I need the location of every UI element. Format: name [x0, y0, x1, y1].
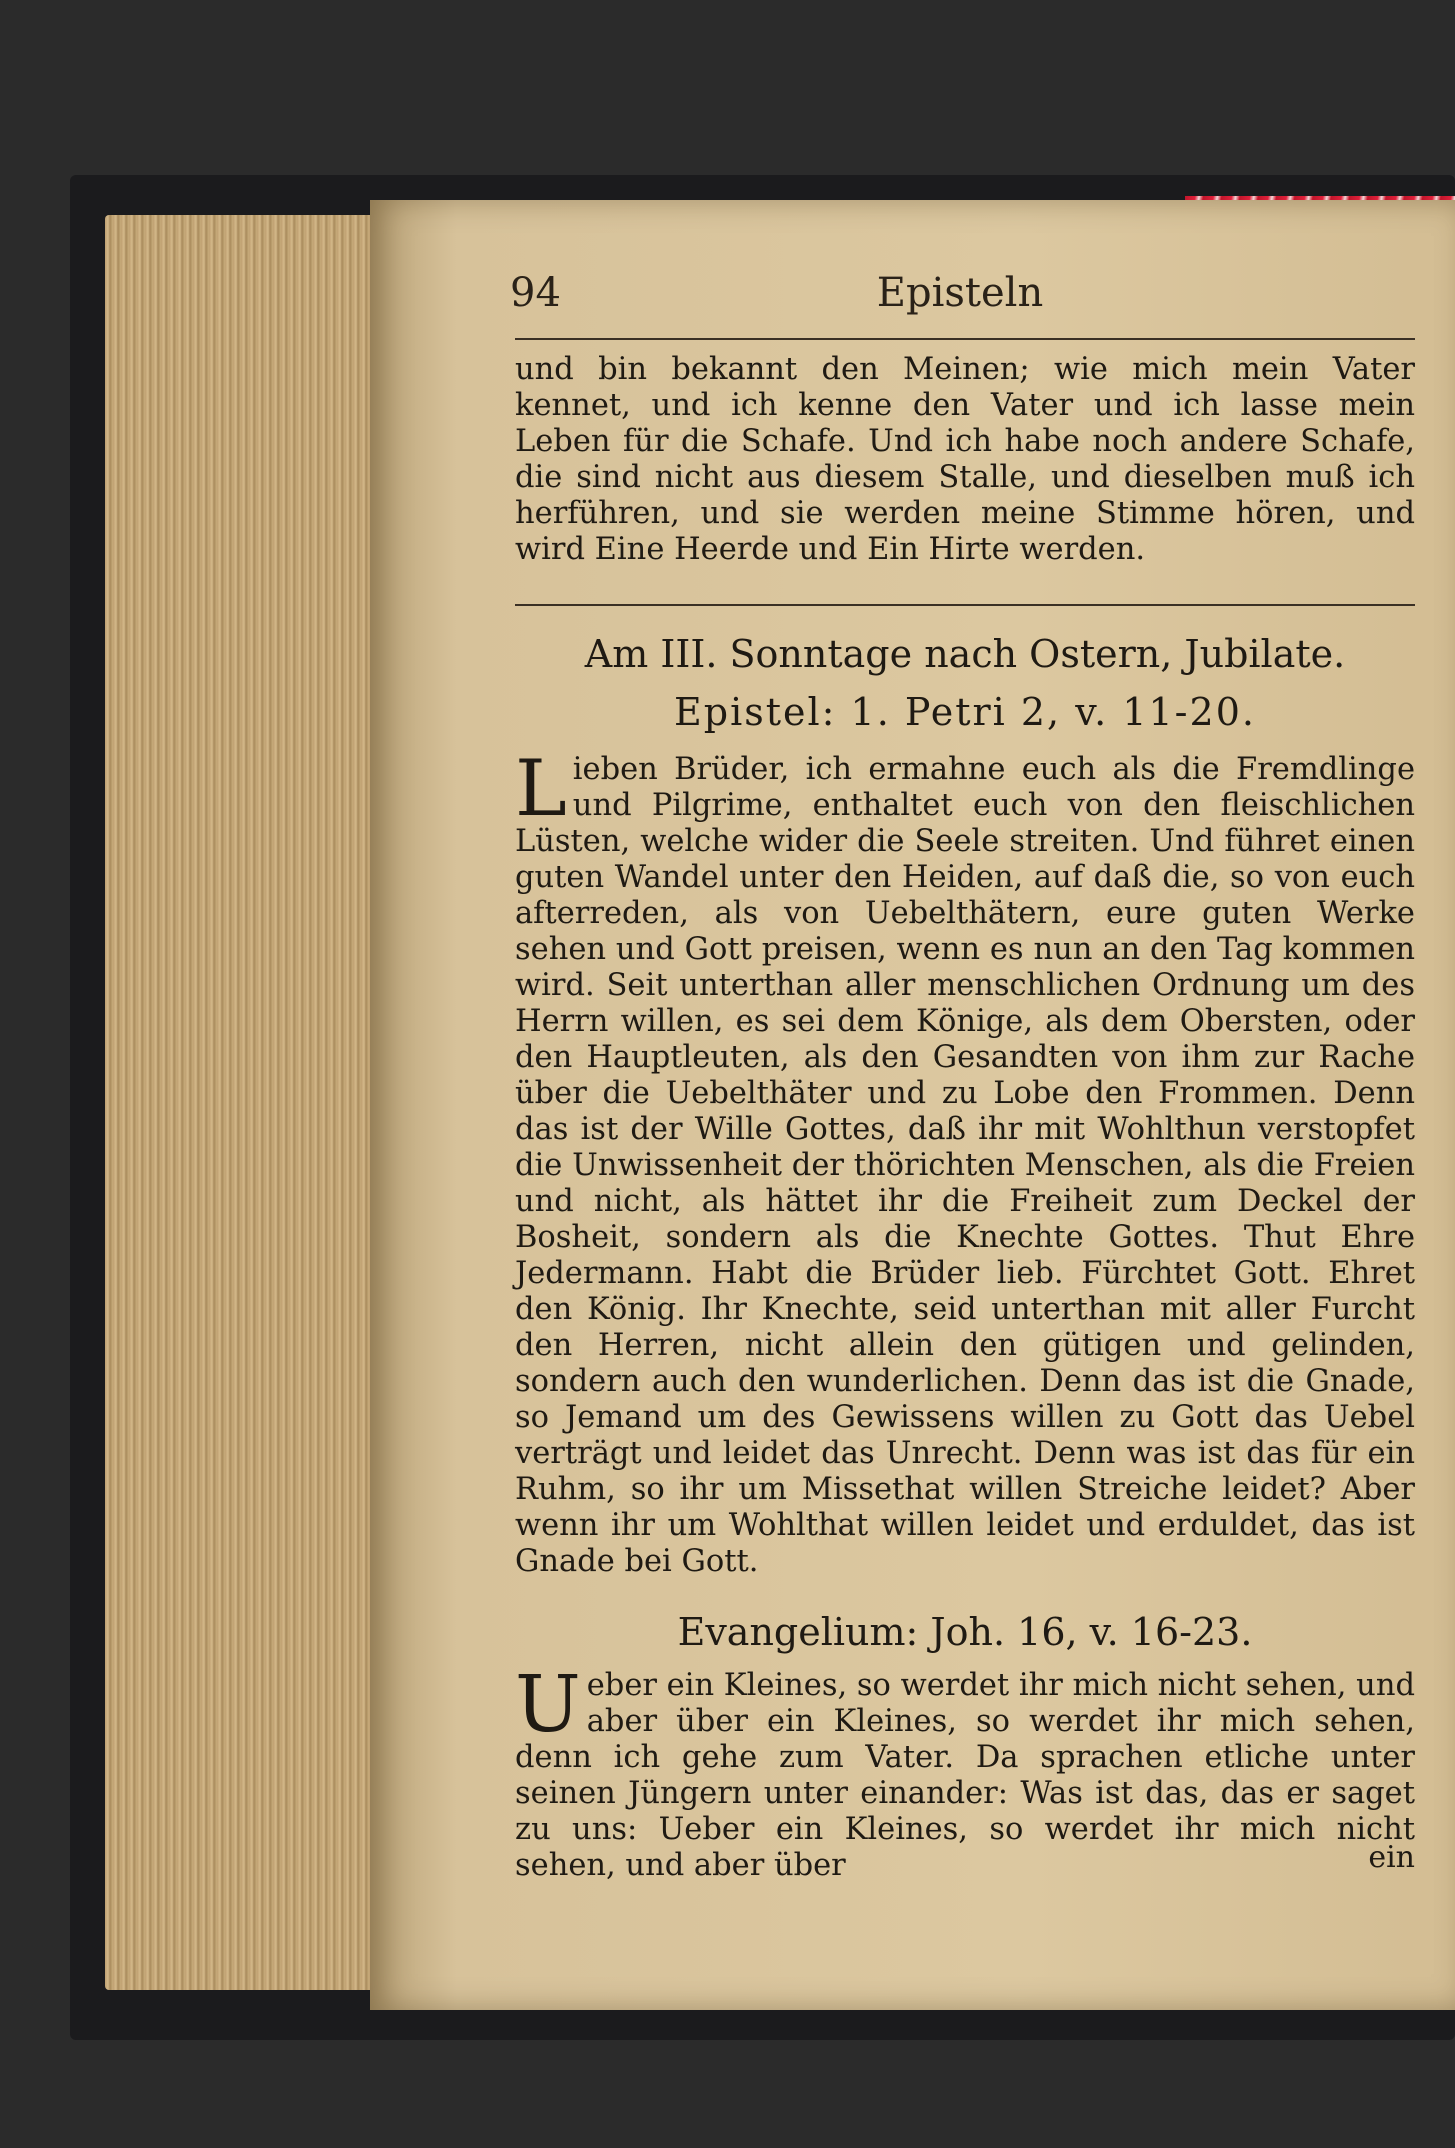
section-title: Am III. Sonntage nach Ostern, Jubilate. — [584, 632, 1346, 676]
page-edges — [105, 215, 395, 1990]
page-heading: Episteln — [876, 270, 1044, 316]
catchword: ein — [1368, 1840, 1415, 1875]
section-divider — [515, 604, 1415, 606]
epistle-heading: Epistel: 1. Petri 2, v. 11-20. — [674, 690, 1256, 734]
gospel-text: eber ein Kleines, so werdet ihr mich nicht sehen, und aber über ein Kleines, so werdet ihr mich sehen, denn ich gehe zum Vater. Da sprachen etliche unter seinen Jüngern unter einander: Was ist das, das er saget zu uns: Ueber ein Kleines, so werdet ihr mich nicht sehen, und aber über — [515, 1668, 1415, 1883]
book-page — [370, 200, 1455, 2010]
header-rule — [515, 338, 1415, 340]
epistle-text: ieben Brüder, ich ermahne euch als die Fremdlinge und Pilgrime, enthaltet euch von den fleischlichen Lüsten, welche wider die Seele streiten. Und führet einen guten Wandel unter den Heiden, auf daß die, so von euch afterreden, als von Uebelthätern, eure guten Werke sehen und Gott preisen, wenn es nun an den Tag kommen wird. Seit unterthan aller menschlichen Ordnung um des Herrn willen, es sei dem Könige, als dem Obersten, oder den Hauptleuten, als den Gesandten von ihm zur Rache über die Uebelthäter und zu Lobe den Frommen. Denn das ist der Wille Gottes, daß ihr mit Wohlthun verstopfet die Unwissenheit der thörichten Menschen, als die Freien und nicht, als hättet ihr die Freiheit zum Deckel der Bosheit, sondern als die Knechte Gottes. Thut Ehre Jedermann. Habt die Brüder lieb. Fürchtet Gott. Ehret den König. Ihr Knechte, seid unterthan mit aller Furcht den Herren, nicht allein den gütigen und gelinden, sondern auch den wunderlichen. Denn das ist die Gnade, so Jemand um des Gewissens willen zu Gott das Uebel verträgt und leidet das Unrecht. Denn was ist das für ein Ruhm, so ihr um Missethat willen Streiche leidet? Aber wenn ihr um Wohlthat willen leidet und erduldet, das ist Gnade bei Gott. — [515, 752, 1415, 1579]
gospel-dropcap: U — [515, 1660, 581, 1750]
epistle-text-block — [515, 744, 1415, 1580]
running-head — [510, 270, 1410, 330]
gospel-heading: Evangelium: Joh. 16, v. 16-23. — [677, 1610, 1253, 1654]
page-number: 94 — [510, 270, 561, 316]
epistle-dropcap: L — [515, 744, 567, 834]
top-passage: und bin bekannt den Meinen; wie mich mein Vater kennet, und ich kenne den Vater und ich lasse mein Leben für die Schafe. Und ich habe noch andere Schafe, die sind nicht aus diesem Stalle, und dieselben muß ich herführen, und sie werden meine Stimme hören, und wird Eine Heerde und Ein Hirte werden. — [515, 352, 1415, 567]
